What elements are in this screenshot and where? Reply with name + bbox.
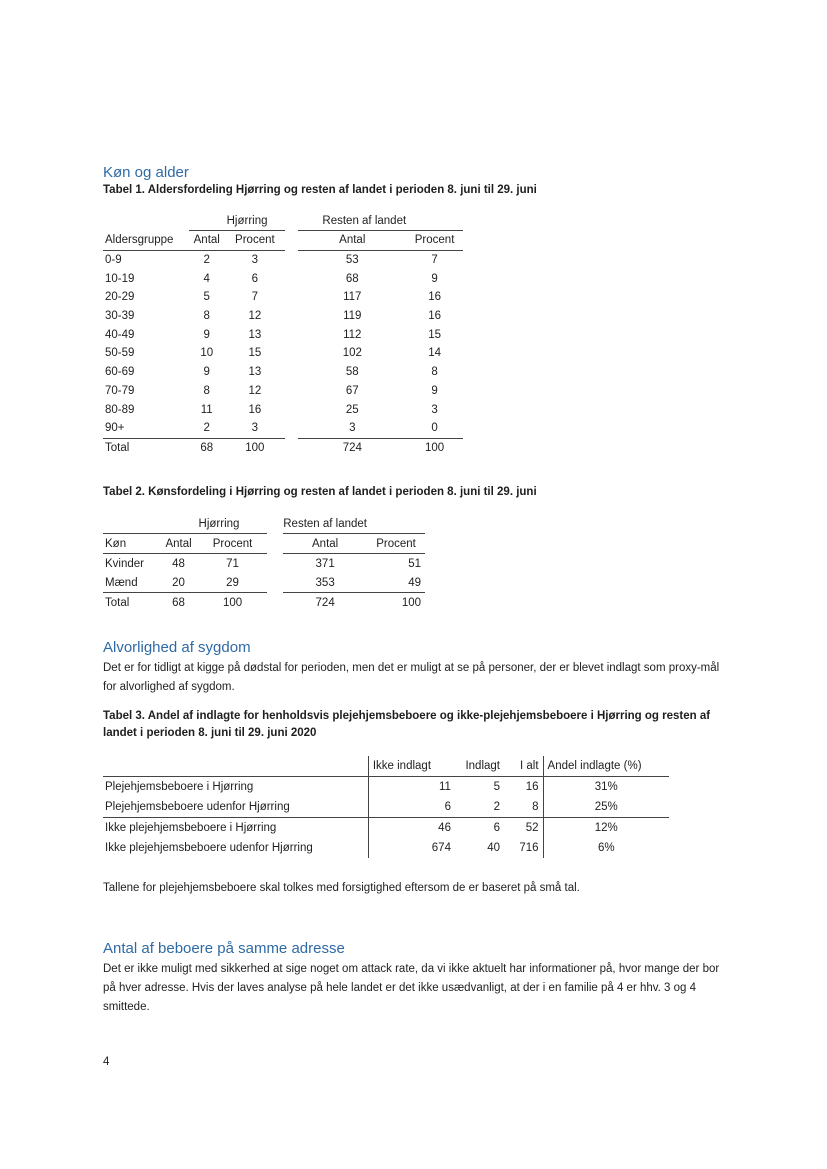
section-heading-kon-og-alder: Køn og alder	[103, 164, 189, 181]
table2-r-antal-cell: 371	[315, 557, 335, 570]
table1-group-hjorring: Hjørring	[225, 212, 285, 231]
table-row	[103, 818, 669, 839]
table3-ikke-cell: 6	[368, 797, 455, 818]
table3-hospitalized	[103, 756, 669, 858]
table1-r-pct-cell: 8	[431, 366, 438, 379]
table-row	[103, 838, 669, 858]
table1-h-pct-cell: 3	[251, 422, 259, 435]
table1-h-antal-cell: 8	[203, 310, 210, 323]
table3-label-cell: Plejehjemsbeboere udenfor Hjørring	[103, 797, 368, 818]
table2-h-antal-cell: 20	[172, 576, 185, 589]
table1-age-cell: 10-19	[105, 272, 135, 285]
table1-r-antal-cell: 68	[345, 272, 359, 285]
table3-ialt-cell: 716	[519, 842, 539, 854]
table-row	[103, 344, 463, 363]
table-row	[103, 777, 669, 798]
section-heading-alvorlighed: Alvorlighed af sygdom	[103, 639, 251, 656]
table2-kon-cell: Kvinder	[105, 557, 144, 570]
table1-r-antal-cell: 67	[345, 384, 359, 397]
table3-col-ikke-indlagt: Ikke indlagt	[368, 756, 455, 777]
table2-col-kon: Køn	[103, 534, 159, 554]
table1-age-cell: 70-79	[105, 384, 135, 397]
table2-r-antal-cell: 353	[315, 576, 335, 589]
table1-h-pct-cell: 13	[248, 366, 262, 379]
table1-r-pct-cell: 7	[431, 254, 438, 267]
table3-ialt-cell: 52	[525, 822, 539, 834]
table1-r-antal-cell: 117	[343, 291, 362, 304]
note-small-numbers: Tallene for plejehjemsbeboere skal tolkes med forsigtighed eftersom de er baseret på små tal.	[103, 882, 580, 894]
table-row	[103, 573, 425, 593]
table3-col-indlagt: Indlagt	[455, 756, 504, 777]
table2-column-header	[103, 534, 425, 554]
table1-total-h-pct: 100	[225, 438, 285, 457]
table1-col-r-antal: Antal	[298, 231, 406, 251]
table-row	[103, 419, 463, 438]
table-row	[103, 554, 425, 574]
table1-r-antal-cell: 102	[342, 347, 362, 360]
table2-total-label: Total	[103, 593, 159, 613]
table1-age-cell: 50-59	[105, 347, 135, 360]
table2-caption: Tabel 2. Kønsfordeling i Hjørring og resten af landet i perioden 8. juni til 29. juni	[103, 486, 537, 498]
table1-col-r-procent: Procent	[406, 231, 463, 251]
table1-r-pct-cell: 16	[428, 310, 441, 323]
table-row	[103, 797, 669, 818]
table2-h-pct-cell: 71	[226, 557, 239, 570]
table-row	[103, 363, 463, 382]
table2-col-r-procent: Procent	[367, 534, 425, 554]
table1-h-antal-cell: 9	[203, 366, 210, 379]
table1-h-pct-cell: 6	[251, 272, 259, 285]
table3-caption: Tabel 3. Andel af indlagte for henholdsvis plejehjemsbeboere og ikke-plejehjemsbeboere i Hjørring og resten af landet i perioden 8. juni til 29. juni 2020	[103, 710, 711, 739]
table2-group-resten: Resten af landet	[283, 514, 367, 534]
table1-total-r-pct: 100	[406, 438, 463, 457]
page-number: 4	[103, 1056, 110, 1068]
table-row	[103, 325, 463, 344]
table1-group-header	[103, 212, 463, 231]
table1-r-antal-cell: 3	[349, 422, 356, 435]
table1-r-antal-cell: 112	[343, 328, 362, 341]
table1-col-aldersgruppe: Aldersgruppe	[103, 231, 189, 251]
table3-label-cell: Ikke plejehjemsbeboere udenfor Hjørring	[105, 842, 313, 854]
table1-h-pct-cell: 15	[248, 347, 262, 360]
table1-r-pct-cell: 9	[431, 384, 438, 397]
table1-total-row	[103, 438, 463, 457]
table-row	[103, 382, 463, 401]
table3-ikke-cell: 674	[368, 838, 455, 858]
table3-andel-cell: 6%	[543, 838, 669, 858]
table2-col-h-procent: Procent	[199, 534, 267, 554]
table1-age-cell: 80-89	[105, 403, 135, 416]
table-row	[103, 269, 463, 288]
table1-col-h-procent: Procent	[225, 231, 285, 251]
table1-r-pct-cell: 14	[428, 347, 441, 360]
table3-andel-cell: 25%	[543, 797, 669, 818]
table2-group-header	[103, 514, 425, 534]
table1-h-antal-cell: 10	[200, 347, 214, 360]
table1-age-cell: 0-9	[105, 254, 122, 267]
table1-age-cell: 90+	[105, 422, 125, 435]
table-row	[103, 307, 463, 326]
table1-r-antal-cell: 58	[345, 366, 359, 379]
table1-r-antal-cell: 119	[343, 310, 362, 323]
table2-h-pct-cell: 29	[226, 576, 239, 589]
table1-age-cell: 40-49	[105, 328, 135, 341]
table1-age-cell: 30-39	[105, 310, 135, 323]
table2-total-row	[103, 593, 425, 613]
table1-group-resten: Resten af landet	[298, 212, 406, 231]
table3-ikke-cell: 46	[368, 818, 455, 839]
table1-r-pct-cell: 3	[431, 403, 438, 416]
table1-h-antal-cell: 9	[203, 328, 210, 341]
table1-age-cell: 20-29	[105, 291, 135, 304]
table3-col-i-alt: I alt	[504, 756, 543, 777]
table2-total-h-antal: 68	[159, 593, 199, 613]
table1-h-antal-cell: 2	[203, 422, 210, 435]
table3-ialt-cell: 8	[504, 797, 543, 818]
table3-indlagt-cell: 5	[493, 781, 500, 793]
section3-paragraph: Det er ikke muligt med sikkerhed at sige noget om attack rate, da vi ikke aktuelt har informationer på, hvor mange der bor på hver adresse. Hvis der laves analyse på hele landet er det ikke usædvanligt, at der i en familie på 4 er hhv. 3 og 4 smittede.	[103, 963, 720, 1013]
table3-indlagt-cell: 40	[487, 842, 500, 854]
table1-h-antal-cell: 11	[200, 403, 213, 416]
section-heading-beboere: Antal af beboere på samme adresse	[103, 940, 345, 957]
table2-total-r-pct: 100	[367, 593, 425, 613]
table1-r-pct-cell: 0	[431, 422, 438, 435]
table1-h-antal-cell: 2	[203, 254, 210, 267]
table3-ikke-cell: 11	[368, 777, 455, 798]
table3-indlagt-cell: 6	[493, 822, 500, 834]
table2-total-h-pct: 100	[199, 593, 267, 613]
table3-andel-cell: 31%	[543, 777, 669, 798]
table3-label-cell: Plejehjemsbeboere i Hjørring	[105, 781, 254, 793]
table1-h-pct-cell: 3	[251, 254, 259, 267]
table1-col-h-antal: Antal	[189, 231, 225, 251]
table3-indlagt-cell: 2	[455, 797, 504, 818]
table3-label-cell: Ikke plejehjemsbeboere i Hjørring	[105, 822, 277, 834]
table2-col-h-antal: Antal	[159, 534, 199, 554]
table1-r-antal-cell: 25	[345, 403, 359, 416]
table1-age-distribution	[103, 212, 463, 457]
table2-group-hjorring: Hjørring	[199, 514, 267, 534]
table3-andel-cell: 12%	[543, 818, 669, 839]
table1-total-r-antal: 724	[298, 438, 406, 457]
table1-age-cell: 60-69	[105, 366, 135, 379]
table1-r-pct-cell: 15	[428, 328, 441, 341]
table1-h-antal-cell: 5	[203, 291, 210, 304]
table1-r-antal-cell: 53	[345, 254, 359, 267]
table1-total-label: Total	[103, 438, 189, 457]
table3-ialt-cell: 16	[525, 781, 539, 793]
table2-r-pct-cell: 51	[408, 557, 421, 570]
table1-h-pct-cell: 16	[248, 403, 262, 416]
table-row	[103, 400, 463, 419]
table1-h-antal-cell: 8	[203, 384, 210, 397]
table2-h-antal-cell: 48	[172, 557, 185, 570]
table-row	[103, 250, 463, 269]
table1-h-antal-cell: 4	[203, 272, 210, 285]
table1-total-h-antal: 68	[189, 438, 225, 457]
table2-r-pct-cell: 49	[408, 576, 421, 589]
table2-total-r-antal: 724	[283, 593, 367, 613]
table1-h-pct-cell: 13	[248, 328, 262, 341]
table1-h-pct-cell: 12	[248, 384, 262, 397]
table3-column-header	[103, 756, 669, 777]
table1-r-pct-cell: 16	[428, 291, 441, 304]
table1-h-pct-cell: 7	[251, 291, 259, 304]
table1-column-header	[103, 231, 463, 251]
table-row	[103, 288, 463, 307]
table1-h-pct-cell: 12	[248, 310, 262, 323]
table1-r-pct-cell: 9	[431, 272, 438, 285]
section2-paragraph: Det er for tidligt at kigge på dødstal for perioden, men det er muligt at se på personer, der er blevet indlagt som proxy-mål for alvorlighed af sygdom.	[103, 662, 720, 693]
table2-kon-cell: Mænd	[105, 576, 138, 589]
table3-col-andel: Andel indlagte (%)	[543, 756, 669, 777]
table1-caption: Tabel 1. Aldersfordeling Hjørring og resten af landet i perioden 8. juni til 29. juni	[103, 184, 537, 196]
table2-gender-distribution	[103, 514, 425, 612]
table2-col-r-antal: Antal	[283, 534, 367, 554]
